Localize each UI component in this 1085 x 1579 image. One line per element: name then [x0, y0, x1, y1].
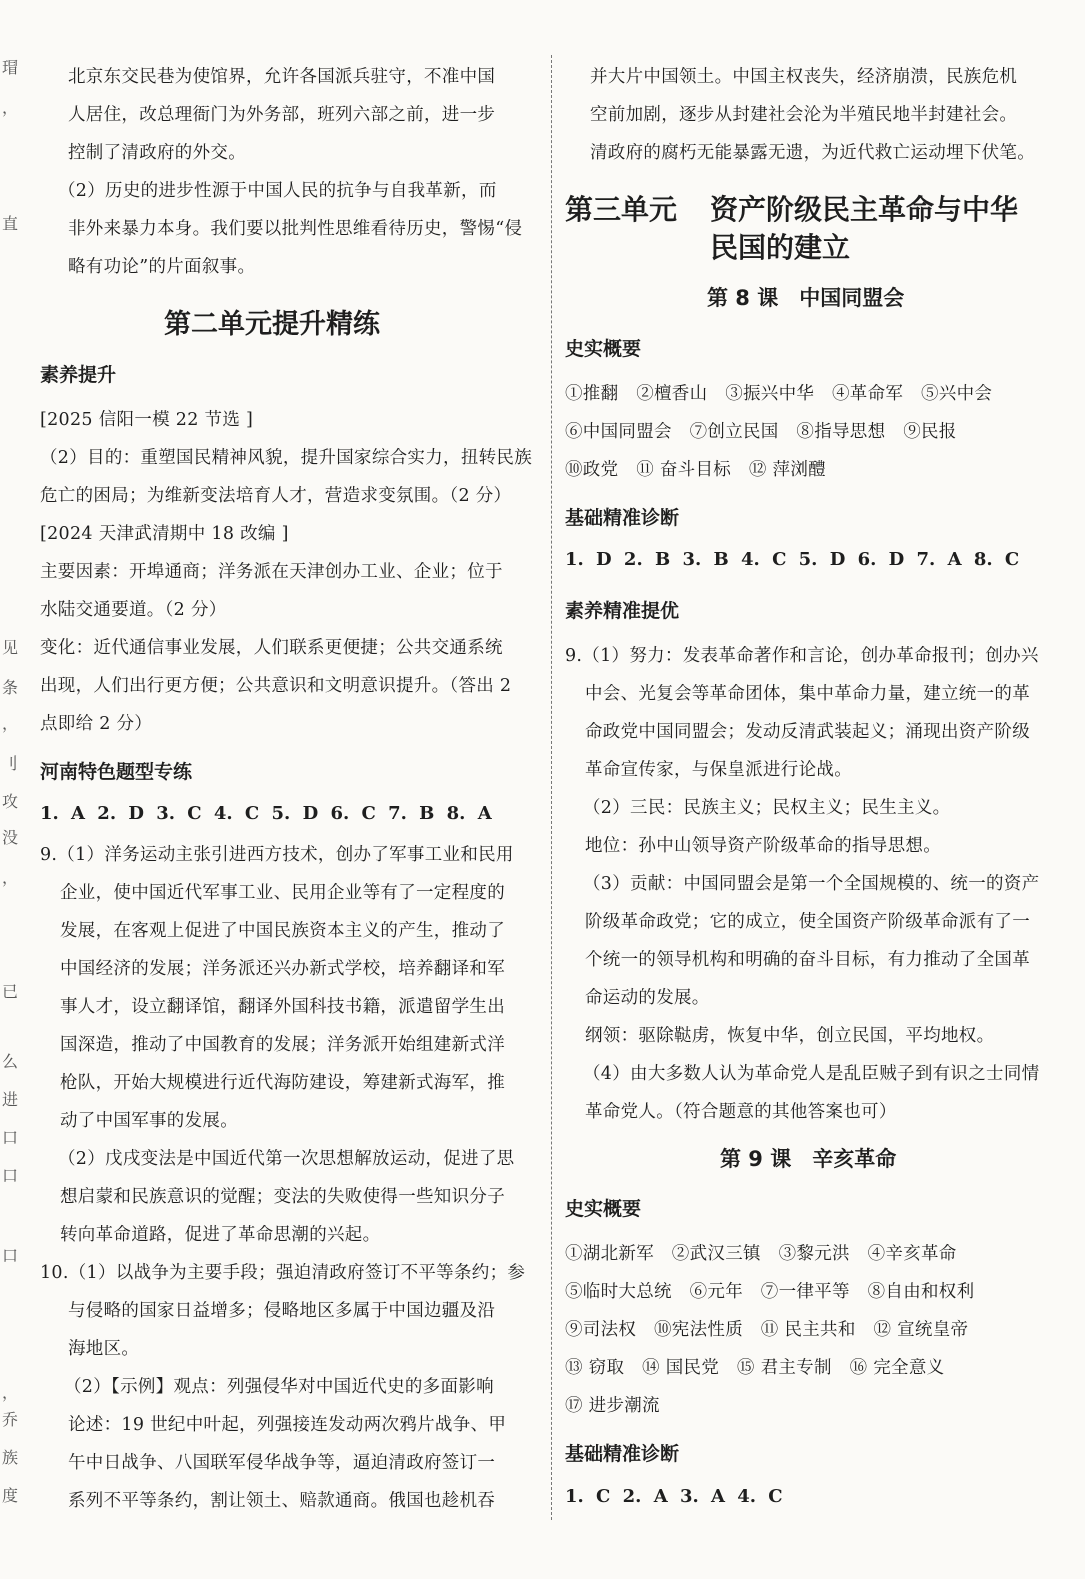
text-line: 主要因素：开埠通商；洋务派在天津创办工业、企业；位于: [40, 562, 503, 582]
lesson9-jichu-answers: 1. C 2. A 3. A 4. C: [565, 1486, 783, 1507]
henan-answers: 1. A 2. D 3. C 4. C 5. D 6. C 7. B 8. A: [40, 803, 492, 824]
text-line: 命运动的发展。: [585, 988, 710, 1008]
text-line: 个统一的领导机构和明确的奋斗目标，有力推动了全国革: [585, 950, 1030, 970]
text-line: 中会、光复会等革命团体，集中革命力量，建立统一的革: [585, 684, 1030, 704]
lesson9-jichu-heading: 基础精准诊断: [565, 1443, 680, 1465]
text-line: 动了中国军事的发展。: [60, 1111, 238, 1131]
text-line: 9.（1）努力：发表革命著作和言论，创办革命报刊；创办兴: [565, 646, 1039, 666]
text-line: 北京东交民巷为使馆界，允许各国派兵驻守，不准中国: [68, 67, 496, 87]
unit3-title-line1: 资产阶级民主革命与中华: [710, 193, 1019, 226]
edge-fragment: ，: [2, 98, 19, 117]
text-line: ⑬ 窃取 ⑭ 国民党 ⑮ 君主专制 ⑯ 完全意义: [565, 1358, 945, 1378]
lesson8-suyang-heading: 素养精准提优: [565, 600, 680, 622]
unit3-label: 第三单元: [565, 193, 678, 226]
column-divider: [551, 55, 552, 1520]
left-edge-text-fragments: [0, 40, 22, 1520]
edge-fragment: 直: [2, 214, 19, 233]
text-line: ⑤临时大总统 ⑥元年 ⑦一律平等 ⑧自由和权利: [565, 1282, 975, 1302]
edge-fragment: 族: [2, 1448, 19, 1467]
text-line: 点即给 2 分）: [40, 714, 153, 734]
text-line: 论述：19 世纪中叶起，列强接连发动两次鸦片战争、甲: [68, 1415, 507, 1435]
text-line: 控制了清政府的外交。: [68, 143, 246, 163]
edge-fragment: 度: [2, 1486, 19, 1505]
text-line: ⑩政党 ⑪ 奋斗目标 ⑫ 萍浏醴: [565, 460, 826, 480]
lesson8-jichu-answers: 1. D 2. B 3. B 4. C 5. D 6. D 7. A 8. C: [565, 549, 1020, 570]
text-line: 变化：近代通信事业发展，人们联系更便捷；公共交通系统: [40, 638, 503, 658]
text-line: 略有功论”的片面叙事。: [68, 257, 256, 277]
text-line: 纲领：驱除鞑虏，恢复中华，创立民国，平均地权。: [585, 1026, 995, 1046]
edge-fragment: ，: [2, 714, 19, 733]
text-line: ①推翻 ②檀香山 ③振兴中华 ④革命军 ⑤兴中会: [565, 384, 993, 404]
text-line: 发展，在客观上促进了中国民族资本主义的产生，推动了: [60, 921, 505, 941]
edge-fragment: 攻: [2, 792, 19, 811]
henan-heading: 河南特色题型专练: [40, 761, 193, 783]
edge-fragment: 乔: [2, 1410, 19, 1429]
text-line: ①湖北新军 ②武汉三镇 ③黎元洪 ④辛亥革命: [565, 1244, 957, 1264]
text-line: 阶级革命政党；它的成立，使全国资产阶级革命派有了一: [585, 912, 1030, 932]
text-line: 地位：孙中山领导资产阶级革命的指导思想。: [585, 836, 941, 856]
text-line: （3）贡献：中国同盟会是第一个全国规模的、统一的资产: [583, 874, 1040, 894]
text-line: 午中日战争、八国联军侵华战争等，逼迫清政府签订一: [68, 1453, 496, 1473]
text-line: （2）目的：重塑国民精神风貌，提升国家综合实力，扭转民族: [40, 448, 533, 468]
edge-fragment: 口: [2, 1128, 19, 1147]
edge-fragment: ，: [2, 1383, 19, 1402]
lesson8-title: 第 8 课 中国同盟会: [707, 286, 905, 310]
text-line: 中国经济的发展；洋务派还兴办新式学校，培养翻译和军: [60, 959, 505, 979]
edge-fragment: 口: [2, 1166, 19, 1185]
source-note: [2024 天津武清期中 18 改编 ]: [40, 524, 289, 544]
unit2-section-title: 第二单元提升精练: [164, 309, 380, 340]
edge-fragment: 瑁: [2, 58, 19, 77]
text-line: 海地区。: [68, 1339, 140, 1359]
text-line: 企业，使中国近代军事工业、民用企业等有了一定程度的: [60, 883, 505, 903]
text-line: 转向革命道路，促进了革命思潮的兴起。: [60, 1225, 381, 1245]
edge-fragment: ，: [2, 868, 19, 887]
text-line: 清政府的腐朽无能暴露无遗，为近代救亡运动埋下伏笔。: [590, 143, 1035, 163]
text-line: 水陆交通要道。（2 分）: [40, 600, 227, 620]
edge-fragment: 见: [2, 638, 19, 657]
text-line: （2）【示例】观点：列强侵华对中国近代史的多面影响: [64, 1377, 494, 1397]
lesson9-shishi-heading: 史实概要: [565, 1198, 642, 1220]
text-line: ⑰ 进步潮流: [565, 1396, 660, 1416]
text-line: 与侵略的国家日益增多；侵略地区多属于中国边疆及沿: [68, 1301, 496, 1321]
lesson8-shishi-heading: 史实概要: [565, 338, 642, 360]
text-line: ⑥中国同盟会 ⑦创立民国 ⑧指导思想 ⑨民报: [565, 422, 957, 442]
text-line: （2）戊戌变法是中国近代第一次思想解放运动，促进了思: [58, 1149, 515, 1169]
edge-fragment: 进: [2, 1090, 19, 1109]
text-line: 系列不平等条约，割让领土、赔款通商。俄国也趁机吞: [68, 1491, 496, 1511]
text-line: 命政党中国同盟会；发动反清武装起义；涌现出资产阶级: [585, 722, 1030, 742]
lesson8-jichu-heading: 基础精准诊断: [565, 507, 680, 529]
edge-fragment: 没: [2, 828, 19, 847]
unit3-title-line2: 民国的建立: [710, 231, 851, 264]
text-line: （2）三民：民族主义；民权主义；民生主义。: [583, 798, 951, 818]
text-line: 危亡的困局；为维新变法培育人才，营造求变氛围。（2 分）: [40, 486, 512, 506]
text-line: 出现，人们出行更方便；公共意识和文明意识提升。（答出 2: [40, 676, 512, 696]
text-line: 并大片中国领土。中国主权丧失，经济崩溃，民族危机: [590, 67, 1018, 87]
text-line: 想启蒙和民族意识的觉醒；变法的失败使得一些知识分子: [60, 1187, 505, 1207]
text-line: （4）由大多数人认为革命党人是乱臣贼子到有识之士同情: [583, 1064, 1040, 1084]
edge-fragment: 么: [2, 1052, 19, 1071]
text-line: 空前加剧，逐步从封建社会沦为半殖民地半封建社会。: [590, 105, 1018, 125]
text-line: ⑨司法权 ⑩宪法性质 ⑪ 民主共和 ⑫ 宣统皇帝: [565, 1320, 969, 1340]
text-line: 非外来暴力本身。我们要以批判性思维看待历史，警惕“侵: [68, 219, 523, 239]
suyang-heading: 素养提升: [40, 364, 117, 386]
text-line: 10.（1）以战争为主要手段；强迫清政府签订不平等条约；参: [40, 1263, 526, 1283]
text-line: 国深造，推动了中国教育的发展；洋务派开始组建新式洋: [60, 1035, 505, 1055]
text-line: 革命党人。（符合题意的其他答案也可）: [585, 1102, 897, 1122]
text-line: （2）历史的进步性源于中国人民的抗争与自我革新，而: [58, 181, 497, 201]
text-line: 事人才，设立翻译馆，翻译外国科技书籍，派遣留学生出: [60, 997, 505, 1017]
text-line: 人居住，改总理衙门为外务部，班列六部之前，进一步: [68, 105, 496, 125]
edge-fragment: 条: [2, 678, 19, 697]
edge-fragment: 刂: [2, 754, 19, 773]
text-line: 枪队，开始大规模进行近代海防建设，筹建新式海军，推: [60, 1073, 505, 1093]
text-line: 革命宣传家，与保皇派进行论战。: [585, 760, 852, 780]
edge-fragment: 已: [2, 982, 19, 1001]
lesson9-title: 第 9 课 辛亥革命: [720, 1147, 897, 1171]
edge-fragment: 口: [2, 1246, 19, 1265]
source-note: [2025 信阳一模 22 节选 ]: [40, 410, 254, 430]
text-line: 9.（1）洋务运动主张引进西方技术，创办了军事工业和民用: [40, 845, 514, 865]
